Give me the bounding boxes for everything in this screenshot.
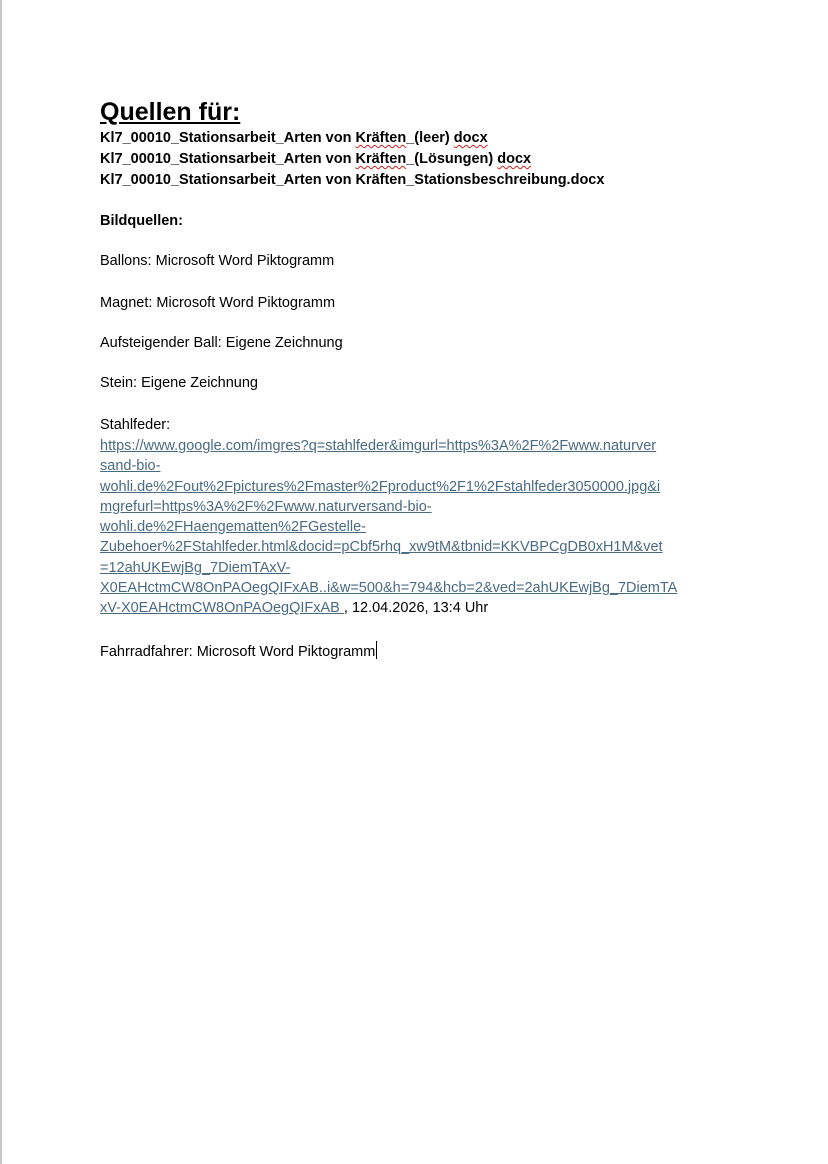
- stahlfeder-link[interactable]: https://www.google.com/imgres?q=stahlfeder&imgurl=https%3A%2F%2Fwww.naturver sand-bio- wohli.de%2Fout%2Fpictures%2Fmaster%2Fproduct%2F1%2Fstahlfeder3050000.jpg&i mgrefurl=https%3A%2F%2Fwww.naturversand-bio- wohli.de%2FHaengematten%2FGestelle- Zubehoer%2FStahlfeder.html&docid=pCbf5rhq_xw9tM&tbnid=KKVBPCgDB0xH1M&vet =12ahUKEwjBg_7DiemTAxV- X0EAHctmCW8OnPAOegQIFxAB..i&w=500&h=794&hcb=2&ved=2ahUKEwjBg_7DiemTA xV-X0EAHctmCW8OnPAOegQIFxAB: [100, 438, 678, 617]
- stahlfeder-label: Stahlfeder:: [100, 417, 171, 433]
- image-sources-heading: Bildquellen:: [100, 213, 183, 229]
- access-date: , 12.04.2026, 13:4 Uhr: [343, 600, 489, 617]
- spelling-marked-word[interactable]: Kräften: [355, 130, 407, 146]
- source-file-line: Kl7_00010_Stationsarbeit_Arten von Kräften_(leer) docx: [100, 130, 488, 146]
- stahlfeder-source: [100, 436, 740, 619]
- source-file-line: Kl7_00010_Stationsarbeit_Arten von Kräften_(Lösungen) docx: [100, 151, 532, 167]
- image-source-entry: Aufsteigender Ball: Eigene Zeichnung: [100, 335, 343, 351]
- source-file-list: [100, 128, 740, 191]
- spelling-marked-word[interactable]: docx: [453, 130, 488, 146]
- spelling-marked-word[interactable]: Kräften: [355, 151, 407, 167]
- image-source-entry: Fahrradfahrer: Microsoft Word Piktogramm: [100, 641, 740, 662]
- document-title: Quellen für:: [100, 98, 241, 126]
- source-file-line: Kl7_00010_Stationsarbeit_Arten von Kräften_Stationsbeschreibung.docx: [100, 172, 605, 188]
- image-source-entry: Ballons: Microsoft Word Piktogramm: [100, 253, 335, 269]
- image-source-entry: Stein: Eigene Zeichnung: [100, 375, 258, 391]
- document-body[interactable]: [100, 96, 740, 662]
- image-source-entry: Magnet: Microsoft Word Piktogramm: [100, 295, 336, 311]
- text-cursor: [376, 641, 377, 659]
- spelling-marked-word[interactable]: docx: [497, 151, 532, 167]
